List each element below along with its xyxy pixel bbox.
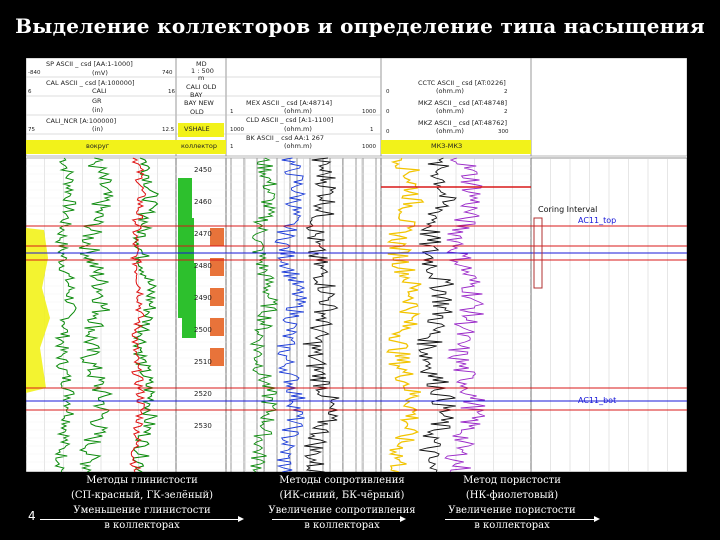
track3-units: (ohm.m) — [284, 107, 312, 115]
neutron-curve — [387, 158, 423, 472]
slide-title: Выделение коллекторов и определение типа насыщения — [15, 14, 705, 38]
depth-label: 2510 — [194, 358, 212, 366]
header-frame — [26, 58, 687, 156]
track4-range-right: 2 — [504, 109, 508, 115]
track1-range-right: 12.5 — [162, 127, 175, 133]
well-log-panel — [26, 58, 687, 472]
track2-header-row: OLD — [190, 108, 204, 116]
caption-shale-methods — [52, 473, 232, 533]
track4-range-right: 300 — [498, 129, 509, 135]
caption-line: Увеличение пористости — [448, 505, 576, 516]
depth-label: 2490 — [194, 294, 212, 302]
nk-curve — [445, 158, 485, 472]
track3-header-row: CLD ASCII _ csd [A:1-1100] — [246, 116, 334, 124]
track1-header-row: CALI — [92, 87, 107, 95]
track4-header-row: CCTC ASCII _ csd [AT:0226] — [418, 79, 506, 87]
track4-range-left: 0 — [386, 129, 390, 135]
track4-units: (ohm.m) — [436, 87, 464, 95]
track3-range-left: 1 — [230, 109, 234, 115]
track3-header-row: MEX ASCII _ csd [A:48714] — [246, 99, 332, 107]
bottom-marker-label: AC11_bot — [578, 396, 617, 405]
track1-range-right: 740 — [162, 70, 173, 76]
caption-line: в коллекторах — [104, 520, 180, 531]
track1-range-left: -840 — [28, 70, 41, 76]
depth-label: 2460 — [194, 198, 212, 206]
track4-footer: МКЗ-МКЗ — [431, 142, 463, 150]
track2-header-row: BAY NEW — [184, 99, 214, 107]
track2-header-row: BAY — [190, 91, 203, 99]
ik-curve — [275, 158, 307, 472]
track3-range-left: 1000 — [230, 127, 244, 133]
caption-line: Методы глинистости — [86, 475, 198, 486]
track3-range-left: 1 — [230, 144, 234, 150]
track3-range-right: 1000 — [362, 109, 376, 115]
caption-line: (ИК-синий, БК-чёрный) — [279, 490, 405, 501]
well-log-diagram — [26, 58, 687, 472]
caption-porosity-method — [422, 473, 602, 533]
arrow-head-icon — [400, 516, 406, 522]
track2-header-row: MD — [196, 60, 207, 68]
caption-line: (СП-красный, ГК-зелёный) — [70, 490, 214, 501]
track3-header-row: BK ASCII _ csd AA:1 267 — [246, 134, 325, 142]
track1-footer: вокруг — [86, 142, 110, 150]
depth-block — [210, 258, 224, 276]
track1-units: (mV) — [92, 69, 108, 77]
arrow-line — [272, 519, 402, 520]
track1-header-row: GR — [92, 97, 102, 105]
gr-curve — [133, 158, 158, 472]
track3-units: (ohm.m) — [284, 142, 312, 150]
gr-curve — [79, 158, 113, 472]
depth-label: 2500 — [194, 326, 212, 334]
curves — [56, 158, 486, 472]
arrow-head-icon — [594, 516, 600, 522]
track1-range-left: 75 — [28, 127, 35, 133]
track3-range-right: 1 — [370, 127, 374, 133]
mkz-curve — [417, 158, 456, 472]
arrow-head-icon — [238, 516, 244, 522]
depth-block — [210, 348, 224, 366]
caption-line: Уменьшение глинистости — [73, 505, 211, 516]
caption-line: Метод пористости — [463, 475, 561, 486]
caption-line: Методы сопротивления — [279, 475, 405, 486]
depth-block — [210, 228, 224, 246]
track4-units: (ohm.m) — [436, 107, 464, 115]
depth-label: 2530 — [194, 422, 212, 430]
caption-resistivity-methods — [252, 473, 432, 533]
track1-header-row: CALI_NCR [A:100000] — [46, 117, 117, 125]
track1-range-left: 6 — [28, 89, 32, 95]
track2-footer: коллектор — [181, 142, 218, 150]
header-cell — [531, 58, 687, 156]
caption-line: в коллекторах — [304, 520, 380, 531]
track2-header-row: CALI OLD — [186, 83, 217, 91]
track1-header-row: SP ASCII _ csd [AA:1-1000] — [46, 60, 133, 68]
depth-label: 2480 — [194, 262, 212, 270]
track4-range-left: 0 — [386, 89, 390, 95]
track4-header-row: MKZ ASCII _ csd [AT:48748] — [418, 99, 508, 107]
track1-header-row: CAL ASCII _ csd [A:100000] — [46, 79, 135, 87]
caption-line: (НК-фиолетовый) — [465, 490, 559, 501]
track3-range-right: 1000 — [362, 144, 376, 150]
track4-units: (ohm.m) — [436, 127, 464, 135]
track2-header-row: VSHALE — [184, 125, 210, 133]
track2-header-row: m — [198, 74, 205, 82]
sp-curve — [130, 158, 145, 472]
arrow-line — [40, 519, 240, 520]
track3-units: (ohm.m) — [284, 125, 312, 133]
top-marker-label: AC11_top — [578, 216, 617, 225]
caption-line: Увеличение сопротивления — [268, 505, 416, 516]
track2-header-row: 1 : 500 — [191, 67, 214, 75]
bk-curve — [303, 158, 339, 472]
coring-interval-label: Coring Interval — [538, 205, 598, 214]
arrow-line — [445, 519, 595, 520]
depth-labels — [194, 166, 212, 430]
caption-line: в коллекторах — [474, 520, 550, 531]
depth-label: 2450 — [194, 166, 212, 174]
slide-number: 4 — [28, 509, 36, 523]
depth-block — [210, 318, 224, 336]
track4-range-right: 2 — [504, 89, 508, 95]
track1-units: (in) — [92, 106, 103, 114]
depth-block — [210, 288, 224, 306]
gr-curve — [56, 158, 77, 472]
depth-label: 2520 — [194, 390, 212, 398]
depth-label: 2470 — [194, 230, 212, 238]
track1-range-right: 16 — [168, 89, 175, 95]
track4-range-left: 0 — [386, 109, 390, 115]
track4-header-row: MKZ ASCII _ csd [AT:48762] — [418, 119, 508, 127]
track1-units: (in) — [92, 125, 103, 133]
